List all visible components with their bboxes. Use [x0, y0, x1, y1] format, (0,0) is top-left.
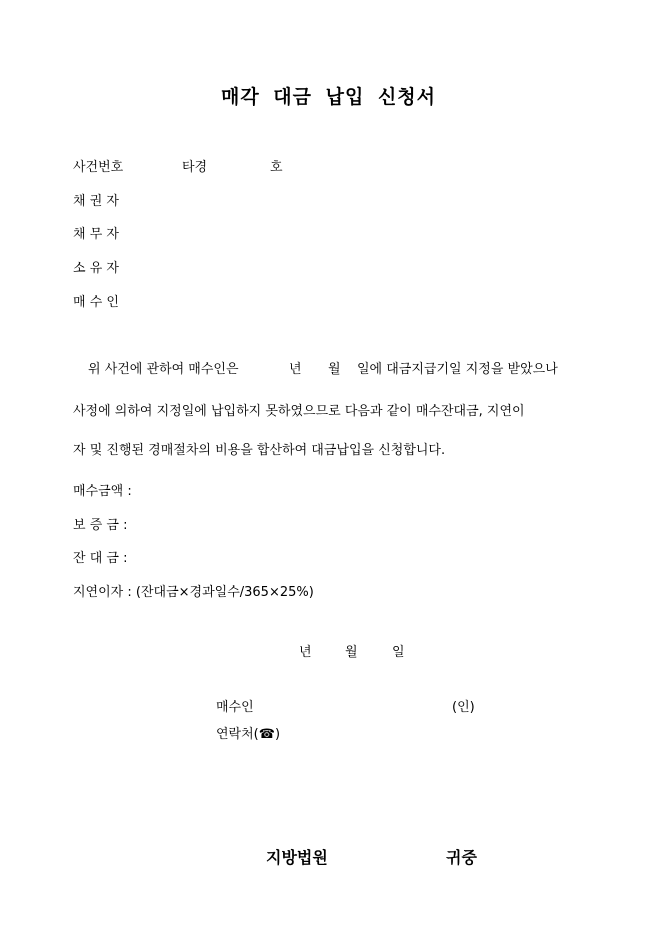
body-line1-b: 일에 대금지급기일 지정을 받았으나 [357, 362, 558, 377]
document-title: 매각 대금 납입 신청서 [220, 86, 437, 108]
court-name: 지방법원 [266, 848, 328, 867]
balance-label: 잔 대 금 : [73, 551, 128, 566]
body-line3: 자 및 진행된 경매절차의 비용을 합산하여 대금납입을 신청합니다. [73, 443, 446, 458]
date-year: 년 [299, 645, 312, 660]
deposit-label: 보 증 금 : [73, 518, 128, 533]
date-day: 일 [392, 645, 405, 660]
body-line1-month: 월 [328, 362, 341, 377]
honorific: 귀중 [446, 848, 477, 867]
body-line1-year: 년 [289, 362, 302, 377]
signature-buyer-label: 매수인 [216, 700, 254, 715]
case-number-label: 사건번호 [73, 160, 124, 175]
owner-label: 소 유 자 [73, 261, 119, 276]
debtor-label: 채 무 자 [73, 227, 119, 242]
body-line1-a: 위 사건에 관하여 매수인은 [88, 362, 239, 377]
creditor-label: 채 권 자 [73, 194, 119, 209]
purchase-amount-label: 매수금액 : [73, 484, 132, 499]
body-line2: 사정에 의하여 지정일에 납입하지 못하였으므로 다음과 같이 매수잔대금, 지연이 [73, 404, 525, 419]
case-court-code: 타경 [182, 160, 208, 175]
seal-mark: (인) [452, 700, 475, 715]
case-suffix: 호 [270, 160, 283, 175]
contact-label: 연락처(☎) [216, 727, 281, 742]
date-month: 월 [345, 645, 358, 660]
late-interest-label: 지연이자 : (잔대금×경과일수/365×25%) [73, 585, 314, 600]
buyer-label: 매 수 인 [73, 295, 119, 310]
